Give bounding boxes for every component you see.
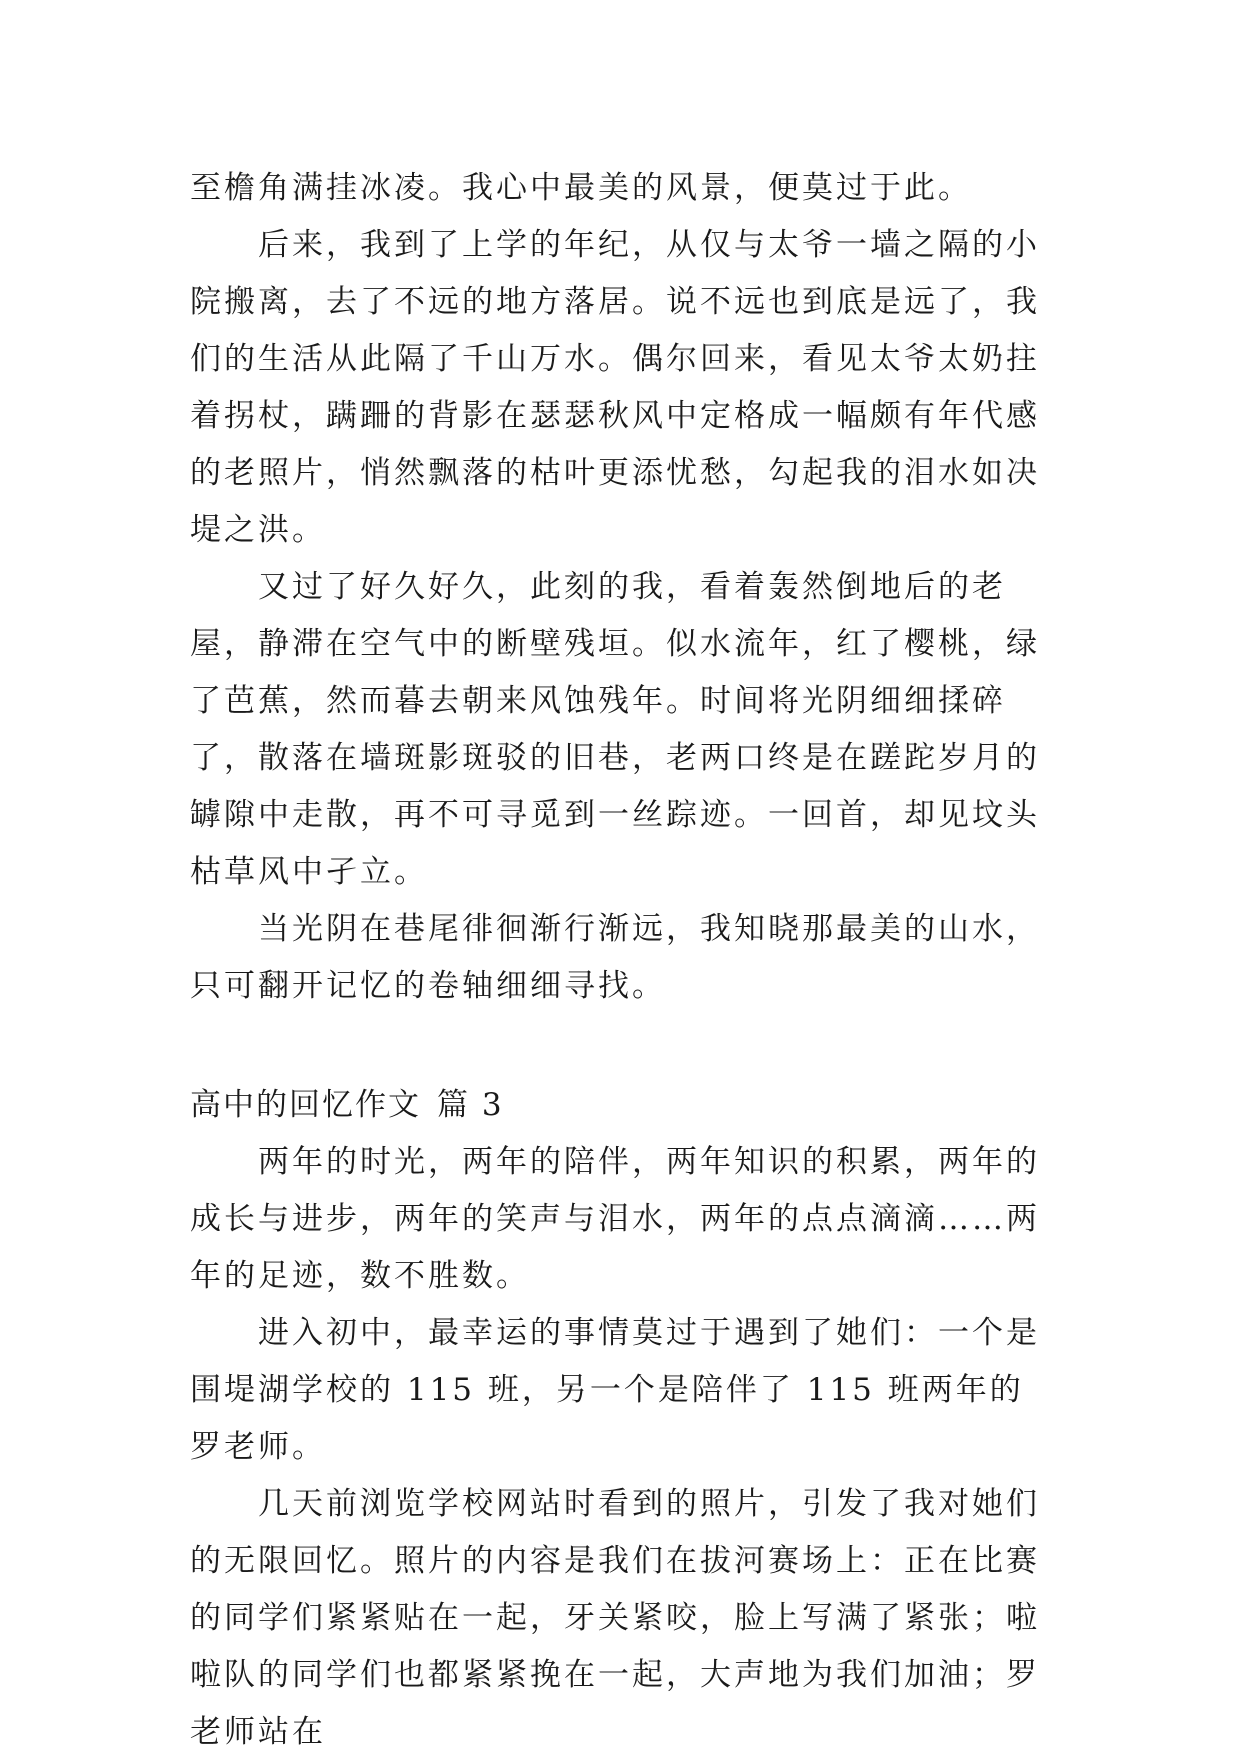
paragraph: 又过了好久好久，此刻的我，看着轰然倒地后的老屋，静滞在空气中的断壁残垣。似水流年，红了樱桃，绿了芭蕉，然而暮去朝来风蚀残年。时间将光阴细细揉碎了，散落在墙斑影斑驳的旧巷，老两口终是在蹉跎岁月的罅隙中走散，再不可寻觅到一丝踪迹。一回首，却见坟头枯草风中孑立。 <box>190 569 1040 890</box>
paragraph-continued: 至檐角满挂冰凌。我心中最美的风景，便莫过于此。 <box>190 170 972 206</box>
paragraph: 当光阴在巷尾徘徊渐行渐远，我知晓那最美的山水，只可翻开记忆的卷轴细细寻找。 <box>190 911 1040 1004</box>
paragraph: 两年的时光，两年的陪伴，两年知识的积累，两年的成长与进步，两年的笑声与泪水，两年的点点滴滴……两年的足迹，数不胜数。 <box>190 1144 1040 1294</box>
section-heading-number: 篇 3 <box>437 1087 504 1123</box>
document-body <box>190 160 1050 1761</box>
paragraph: 后来，我到了上学的年纪，从仅与太爷一墙之隔的小院搬离，去了不远的地方落居。说不远也到底是远了，我们的生活从此隔了千山万水。偶尔回来，看见太爷太奶拄着拐杖，蹒跚的背影在瑟瑟秋风中定格成一幅颇有年代感的老照片，悄然飘落的枯叶更添忧愁，勾起我的泪水如决堤之洪。 <box>190 227 1040 548</box>
paragraph: 进入初中，最幸运的事情莫过于遇到了她们：一个是围堤湖学校的 115 班，另一个是陪伴了 115 班两年的罗老师。 <box>190 1315 1040 1465</box>
section-heading-title: 高中的回忆作文 <box>190 1087 421 1123</box>
section-heading <box>190 1077 1050 1134</box>
paragraph: 几天前浏览学校网站时看到的照片，引发了我对她们的无限回忆。照片的内容是我们在拔河赛场上：正在比赛的同学们紧紧贴在一起，牙关紧咬，脸上写满了紧张；啦啦队的同学们也都紧紧挽在一起，大声地为我们加油；罗老师站在 <box>190 1486 1040 1750</box>
